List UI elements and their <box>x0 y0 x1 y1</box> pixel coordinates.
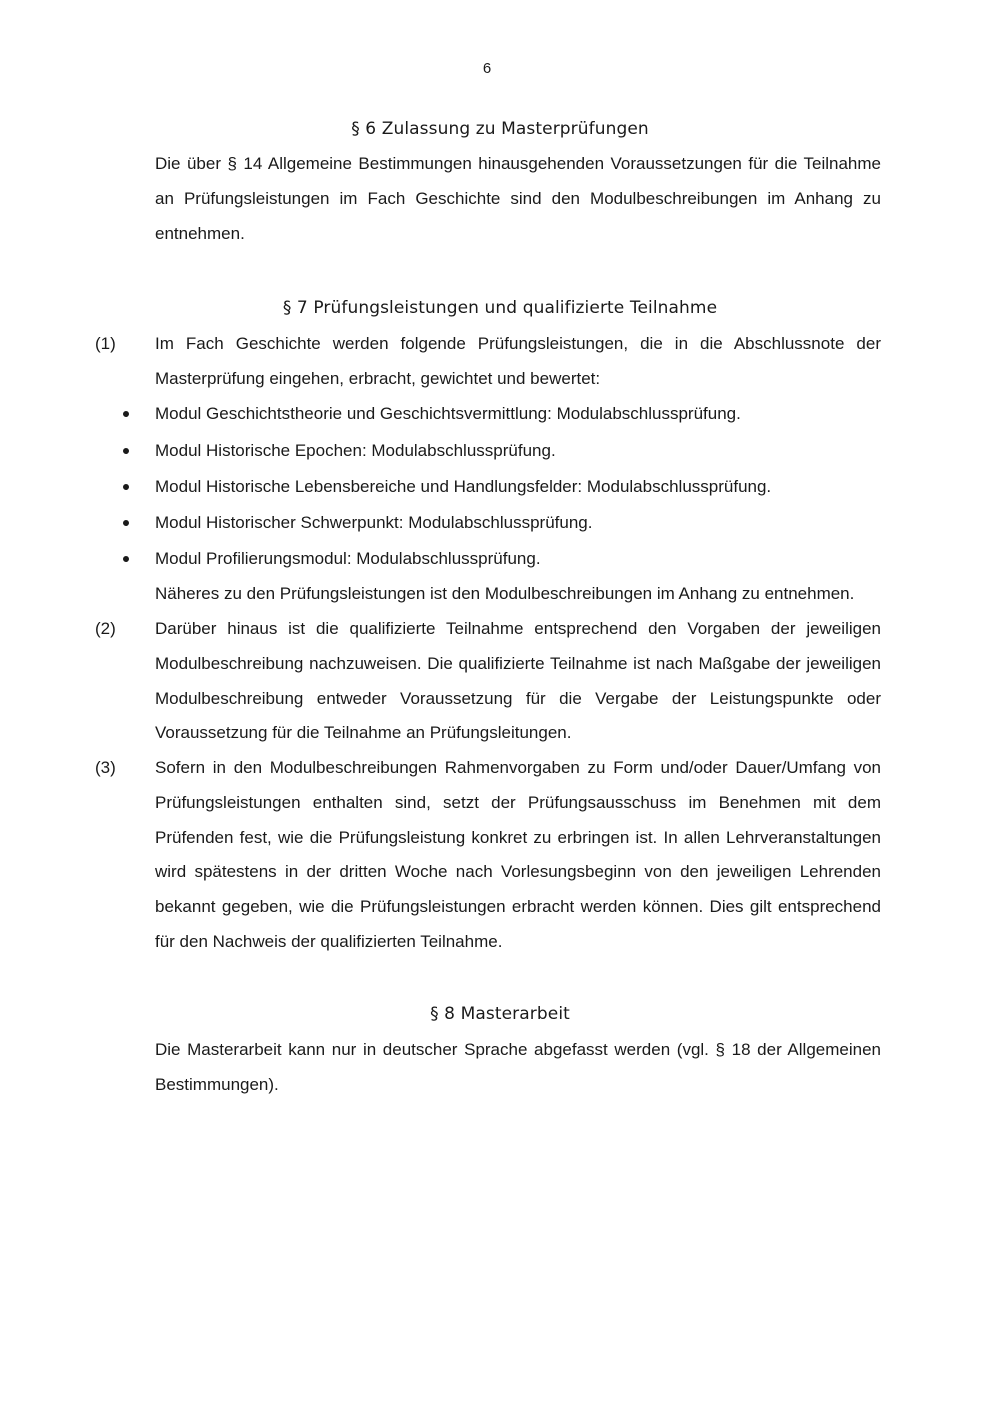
bullet-item: Modul Historische Lebensbereiche und Handlungsfelder: Modulabschlussprüfung. <box>155 477 772 496</box>
section-8-heading: § 8 Masterarbeit <box>430 1004 570 1024</box>
bullet-icon <box>123 448 129 454</box>
section-7-heading: § 7 Prüfungsleistungen und qualifizierte Teilnahme <box>282 298 718 318</box>
page-number: 6 <box>482 60 492 77</box>
section-6-heading: § 6 Zulassung zu Masterprüfungen <box>351 119 649 139</box>
paragraph-3-text: Sofern in den Modulbeschreibungen Rahmenvorgaben zu Form und/oder Dauer/Umfang von Prüfungsleistungen enthalten sind, setzt der Prüfungsausschuss im Benehmen mit dem Prüfenden fest, wie die Prüfungsleistung konkret zu erbringen ist. In allen Lehrveranstaltungen wird spätestens in der dritten Woche nach Vorlesungsbeginn von den jeweiligen Lehrenden bekannt gegeben, wie die Prüfungsleistungen erbracht werden können. Dies gilt entsprechend für den Nachweis der qualifizierten Teilnahme. <box>155 758 881 951</box>
paragraph-3-number: (3) <box>95 758 116 777</box>
section-8-text: Die Masterarbeit kann nur in deutscher Sprache abgefasst werden (vgl. § 18 der Allgemeinen Bestimmungen). <box>155 1040 881 1094</box>
paragraph-1-text: Im Fach Geschichte werden folgende Prüfungsleistungen, die in die Abschlussnote der Masterprüfung eingehen, erbracht, gewichtet und bewertet: <box>155 334 881 388</box>
bullet-icon <box>123 484 129 490</box>
bullet-item: Modul Historischer Schwerpunkt: Modulabschlussprüfung. <box>155 513 593 532</box>
paragraph-1-note: Näheres zu den Prüfungsleistungen ist den Modulbeschreibungen im Anhang zu entnehmen. <box>155 584 855 603</box>
bullet-item: Modul Historische Epochen: Modulabschlussprüfung. <box>155 441 556 460</box>
bullet-icon <box>123 520 129 526</box>
bullet-item: Modul Profilierungsmodul: Modulabschlussprüfung. <box>155 549 541 568</box>
paragraph-2-text: Darüber hinaus ist die qualifizierte Teilnahme entsprechend den Vorgaben der jeweiligen Modulbeschreibung nachzuweisen. Die qualifizierte Teilnahme ist nach Maßgabe der jeweiligen Modulbeschreibung entweder Voraussetzung für die Vergabe der Leistungspunkte oder Voraussetzung für die Teilnahme an Prüfungsleitungen. <box>155 619 881 743</box>
bullet-icon <box>123 556 129 562</box>
bullet-icon <box>123 411 129 417</box>
paragraph-2-number: (2) <box>95 619 116 638</box>
bullet-item: Modul Geschichtstheorie und Geschichtsvermittlung: Modulabschlussprüfung. <box>155 404 741 423</box>
section-6-text: Die über § 14 Allgemeine Bestimmungen hinausgehenden Voraussetzungen für die Teilnahme an Prüfungsleistungen im Fach Geschichte sind den Modulbeschreibungen im Anhang zu entnehmen. <box>155 154 881 243</box>
paragraph-1-number: (1) <box>95 334 116 353</box>
